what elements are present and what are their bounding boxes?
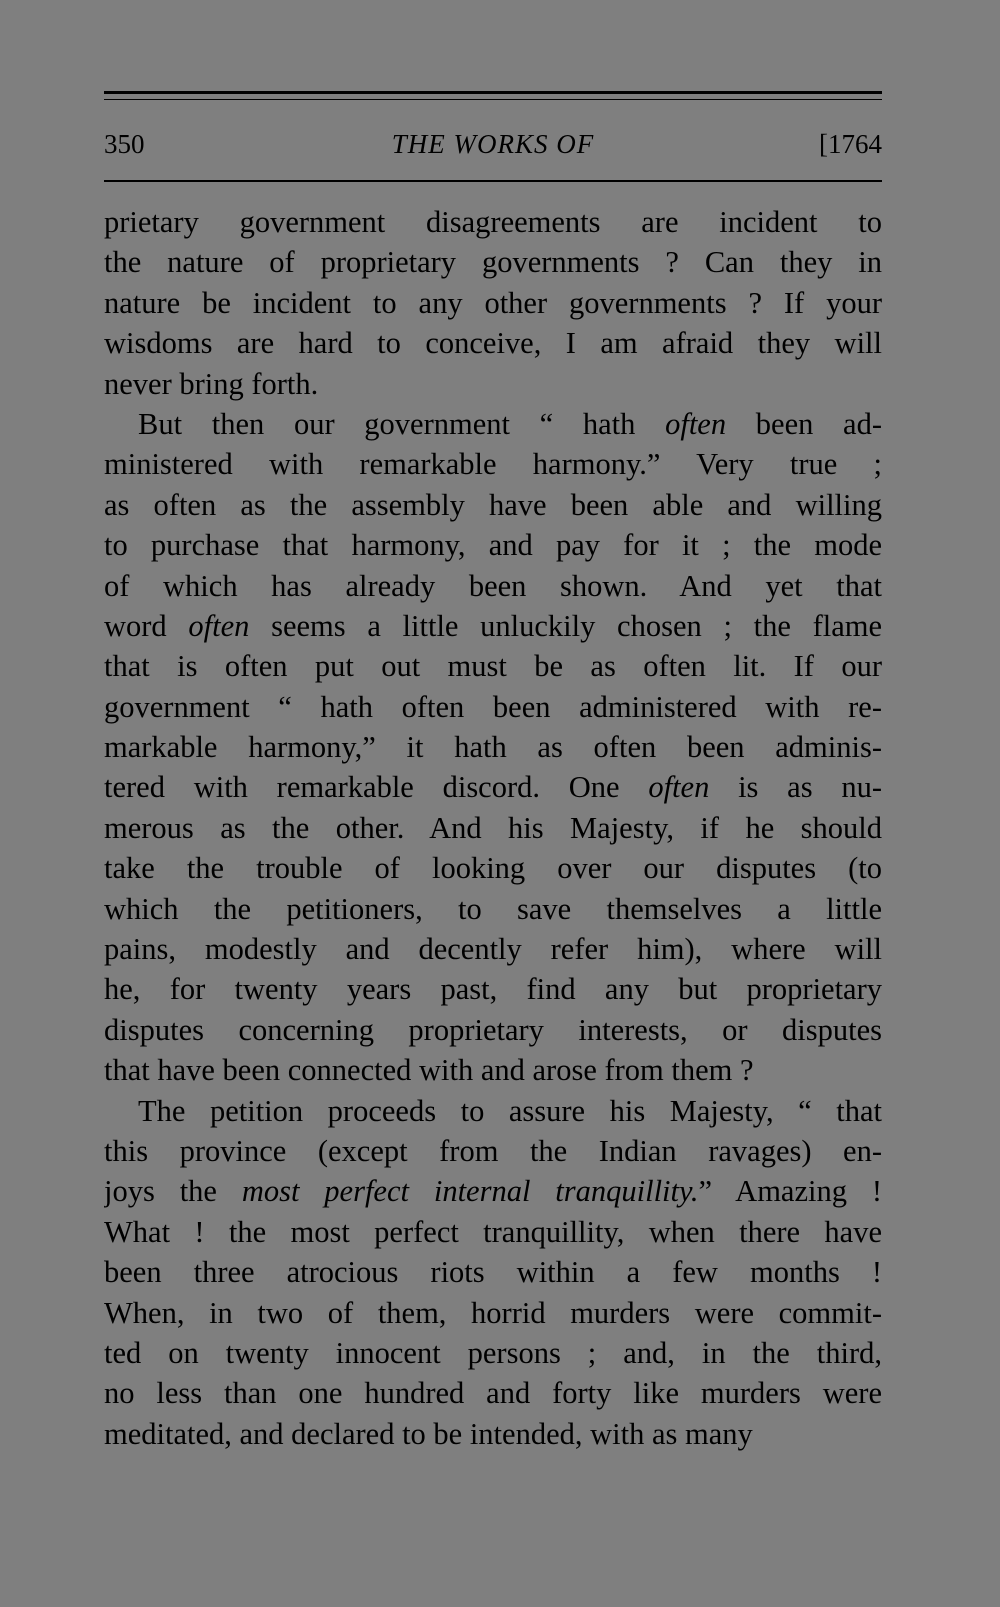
text-line: [104, 1333, 882, 1373]
text-line: [104, 444, 882, 484]
book-page: [104, 0, 882, 1607]
text-line: [104, 1252, 882, 1292]
text-run: The petition proceeds to assure his Majesty, “ that: [138, 1093, 882, 1128]
text-run: joys the: [104, 1174, 242, 1209]
running-title: THE WORKS OF: [391, 129, 595, 159]
text-run: that is often put out must be as often lit. If our: [104, 649, 882, 684]
paragraph: [104, 1091, 882, 1455]
text-run: merous as the other. And his Majesty, if he should: [104, 810, 882, 845]
text-line: [104, 202, 882, 242]
text-run: government “ hath often been administered with re-: [104, 689, 882, 724]
text-run: ” Amazing !: [698, 1174, 882, 1209]
text-line: [104, 525, 882, 565]
text-run: take the trouble of looking over our disputes (to: [104, 851, 882, 886]
text-run: When, in two of them, horrid murders were commit-: [104, 1295, 882, 1330]
text-run: never bring forth.: [104, 366, 319, 401]
text-line: [104, 364, 882, 404]
text-run: meditated, and declared to be intended, with as many: [104, 1416, 753, 1451]
top-double-rule-thin: [104, 99, 882, 100]
text-line: [104, 1293, 882, 1333]
italic-phrase: often: [188, 608, 250, 643]
text-run: markable harmony,” it hath as often been adminis-: [104, 730, 882, 765]
text-line: [104, 767, 882, 807]
text-line: [104, 1131, 882, 1171]
text-run: of which has already been shown. And yet that: [104, 568, 882, 603]
text-run: been three atrocious riots within a few months !: [104, 1255, 882, 1290]
text-run: tered with remarkable discord. One: [104, 770, 649, 805]
text-run: nature be incident to any other governments ? If your: [104, 285, 882, 320]
page-number: 350: [104, 129, 145, 159]
text-run: which the petitioners, to save themselves a little: [104, 891, 882, 926]
text-line: [104, 404, 882, 444]
text-run: What ! the most perfect tranquillity, when there have: [104, 1214, 882, 1249]
text-run: word: [104, 608, 189, 643]
text-run: wisdoms are hard to conceive, I am afraid they will: [104, 326, 882, 361]
text-line: [104, 646, 882, 686]
text-line: [104, 808, 882, 848]
top-double-rule-thick: [104, 91, 882, 94]
text-line: [104, 323, 882, 363]
text-run: ted on twenty innocent persons ; and, in the third,: [104, 1335, 882, 1370]
text-run: pains, modestly and decently refer him), where will: [104, 932, 882, 967]
text-line: [104, 889, 882, 929]
text-run: is as nu-: [709, 770, 882, 805]
italic-phrase: often: [665, 406, 727, 441]
text-run: he, for twenty years past, find any but proprietary: [104, 972, 882, 1007]
text-line: [104, 1050, 882, 1090]
text-line: [104, 727, 882, 767]
text-run: ministered with remarkable harmony.” Very true ;: [104, 447, 882, 482]
italic-phrase: most perfect internal tranquillity.: [241, 1174, 699, 1209]
italic-phrase: often: [648, 770, 710, 805]
paragraph: [104, 404, 882, 1091]
text-line: [104, 606, 882, 646]
text-line: [104, 848, 882, 888]
text-run: that have been connected with and arose from them ?: [104, 1053, 754, 1088]
body-text: [104, 202, 882, 1454]
text-run: disputes concerning proprietary interests, or disputes: [104, 1012, 882, 1047]
text-line: [104, 485, 882, 525]
text-run: to purchase that harmony, and pay for it ; the mode: [104, 528, 882, 563]
running-head: [104, 124, 882, 164]
text-line: [104, 929, 882, 969]
text-run: as often as the assembly have been able and willing: [104, 487, 882, 522]
text-line: [104, 1212, 882, 1252]
text-run: seems a little unluckily chosen ; the flame: [249, 608, 882, 643]
text-line: [104, 242, 882, 282]
text-run: prietary government disagreements are incident to: [104, 205, 882, 239]
text-line: [104, 283, 882, 323]
text-line: [104, 1091, 882, 1131]
text-run: the nature of proprietary governments ? Can they in: [104, 245, 882, 280]
text-run: this province (except from the Indian ravages) en-: [104, 1133, 882, 1168]
text-line: [104, 687, 882, 727]
text-run: But then our government “ hath: [138, 406, 666, 441]
header-rule: [104, 180, 882, 182]
text-run: been ad-: [726, 406, 882, 441]
paragraph: [104, 202, 882, 404]
text-line: [104, 566, 882, 606]
year-bracket: [1764: [819, 129, 882, 159]
text-line: [104, 1010, 882, 1050]
text-line: [104, 1373, 882, 1413]
text-line: [104, 1414, 882, 1454]
text-line: [104, 1171, 882, 1211]
text-run: no less than one hundred and forty like murders were: [104, 1376, 882, 1411]
text-line: [104, 969, 882, 1009]
